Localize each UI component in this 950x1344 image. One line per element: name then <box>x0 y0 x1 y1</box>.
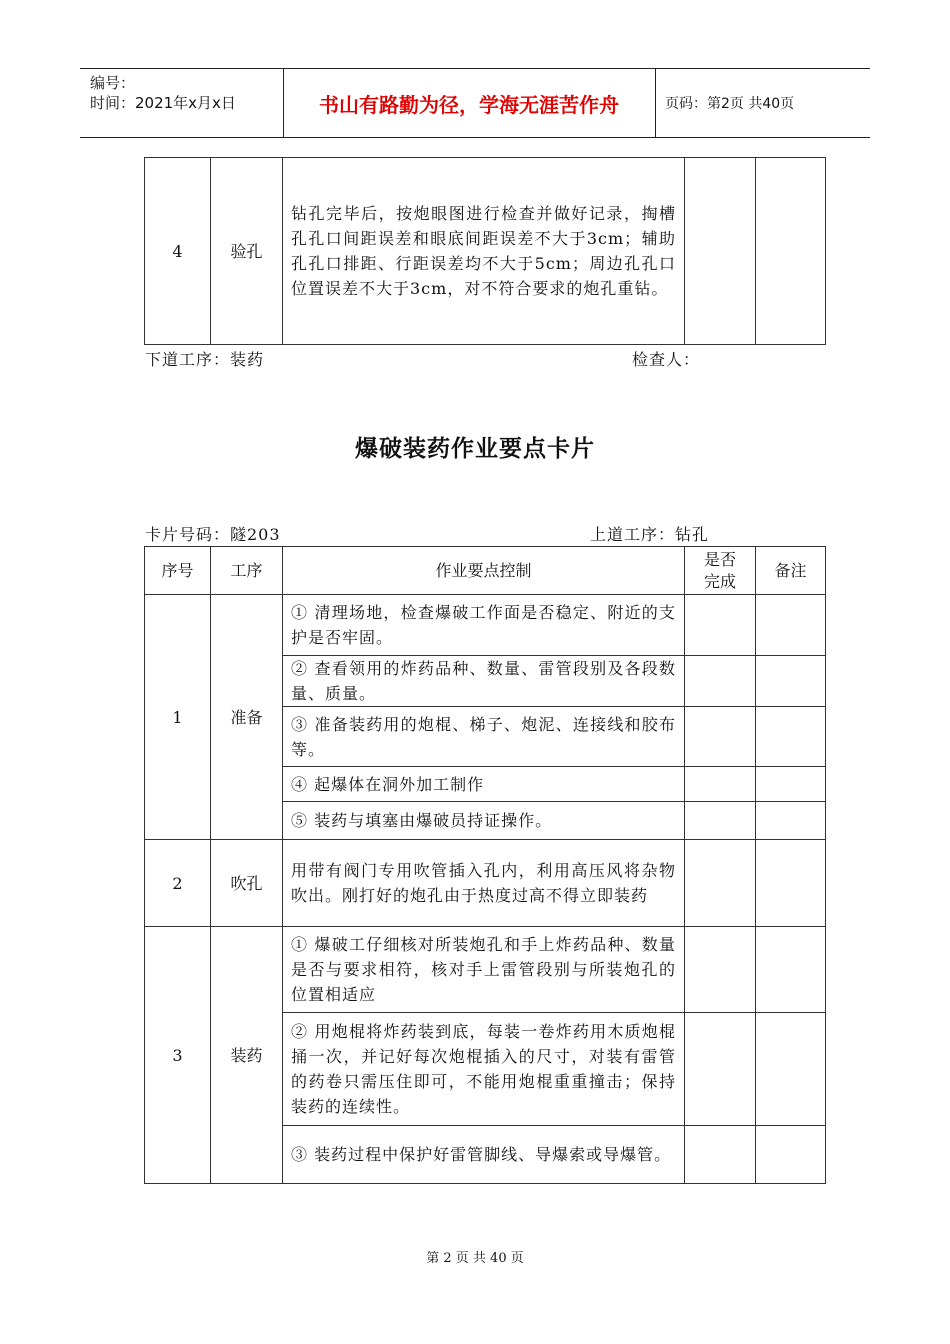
table-row <box>145 927 826 1013</box>
row-item: ④ 起爆体在洞外加工制作 <box>283 767 685 802</box>
header-meta <box>90 73 236 113</box>
row-step: 装药 <box>211 927 283 1184</box>
inspector-label: 检查人： <box>632 350 701 369</box>
row-step: 吹孔 <box>211 840 283 927</box>
page-info: 页码：第2页 共40页 <box>665 96 795 112</box>
row-item: ② 用炮棍将炸药装到底，每装一卷炸药用木质炮棍捅一次，并记好每次炮棍插入的尺寸，对装有雷管的药卷只需压住即可，不能用炮棍重重撞击；保持装药的连续性。 <box>283 1013 685 1126</box>
col-header-remark: 备注 <box>756 547 826 595</box>
done-cell <box>685 158 756 345</box>
col-header-step: 工序 <box>211 547 283 595</box>
done-cell <box>685 1126 756 1184</box>
remark-cell <box>756 1013 826 1126</box>
table-header-row <box>145 547 826 595</box>
done-cell <box>685 840 756 927</box>
col-header-no: 序号 <box>145 547 211 595</box>
table-row <box>145 595 826 656</box>
remark-cell <box>756 707 826 767</box>
done-cell <box>685 1013 756 1126</box>
card-title: 爆破装药作业要点卡片 <box>355 436 595 462</box>
remark-cell <box>756 595 826 656</box>
page-footer: 第 2 页 共 40 页 <box>426 1251 524 1266</box>
row-number: 1 <box>145 595 211 840</box>
next-process: 下道工序：装药 <box>145 350 265 369</box>
row-item: ⑤ 装药与填塞由爆破员持证操作。 <box>283 802 685 840</box>
row-number: 4 <box>145 158 211 345</box>
done-cell <box>685 595 756 656</box>
table-row <box>145 840 826 927</box>
row-item: ① 爆破工仔细核对所装炮孔和手上炸药品种、数量是否与要求相符，核对手上雷管段别与所装炮孔的位置相适应 <box>283 927 685 1013</box>
table-row <box>145 158 826 345</box>
done-cell <box>685 802 756 840</box>
operation-card-table <box>144 546 826 1184</box>
row-number: 2 <box>145 840 211 927</box>
done-cell <box>685 707 756 767</box>
row-item: 用带有阀门专用吹管插入孔内，利用高压风将杂物吹出。刚打好的炮孔由于热度过高不得立即装药 <box>283 840 685 927</box>
row-step: 验孔 <box>211 158 283 345</box>
remark-cell <box>756 927 826 1013</box>
prev-process: 上道工序：钻孔 <box>590 525 710 544</box>
row-control: 钻孔完毕后，按炮眼图进行检查并做好记录，掏槽孔孔口间距误差和眼底间距误差不大于3cm；辅助孔孔口排距、行距误差均不大于5cm；周边孔孔口位置误差不大于3cm，对不符合要求的炮孔重钻。 <box>283 158 685 345</box>
remark-cell <box>756 767 826 802</box>
page-header <box>80 68 870 138</box>
header-divider <box>655 69 656 137</box>
col-header-control: 作业要点控制 <box>283 547 685 595</box>
remark-cell <box>756 1126 826 1184</box>
row-number: 3 <box>145 927 211 1184</box>
card-number: 卡片号码：隧203 <box>145 525 281 544</box>
done-cell <box>685 767 756 802</box>
date-label: 时间：2021年x月x日 <box>90 94 236 112</box>
remark-cell <box>756 802 826 840</box>
row-item: ① 清理场地，检查爆破工作面是否稳定、附近的支护是否牢固。 <box>283 595 685 656</box>
header-motto: 书山有路勤为径，学海无涯苦作舟 <box>319 92 619 117</box>
col-header-done: 是否完成 <box>685 547 756 595</box>
row-step: 准备 <box>211 595 283 840</box>
row-item: ② 查看领用的炸药品种、数量、雷管段别及各段数量、质量。 <box>283 656 685 707</box>
prev-card-table <box>144 157 826 345</box>
remark-cell <box>756 656 826 707</box>
row-item: ③ 准备装药用的炮棍、梯子、炮泥、连接线和胶布等。 <box>283 707 685 767</box>
row-item: ③ 装药过程中保护好雷管脚线、导爆索或导爆管。 <box>283 1126 685 1184</box>
remark-cell <box>756 158 826 345</box>
done-cell <box>685 656 756 707</box>
remark-cell <box>756 840 826 927</box>
number-label: 编号： <box>90 74 136 92</box>
done-cell <box>685 927 756 1013</box>
